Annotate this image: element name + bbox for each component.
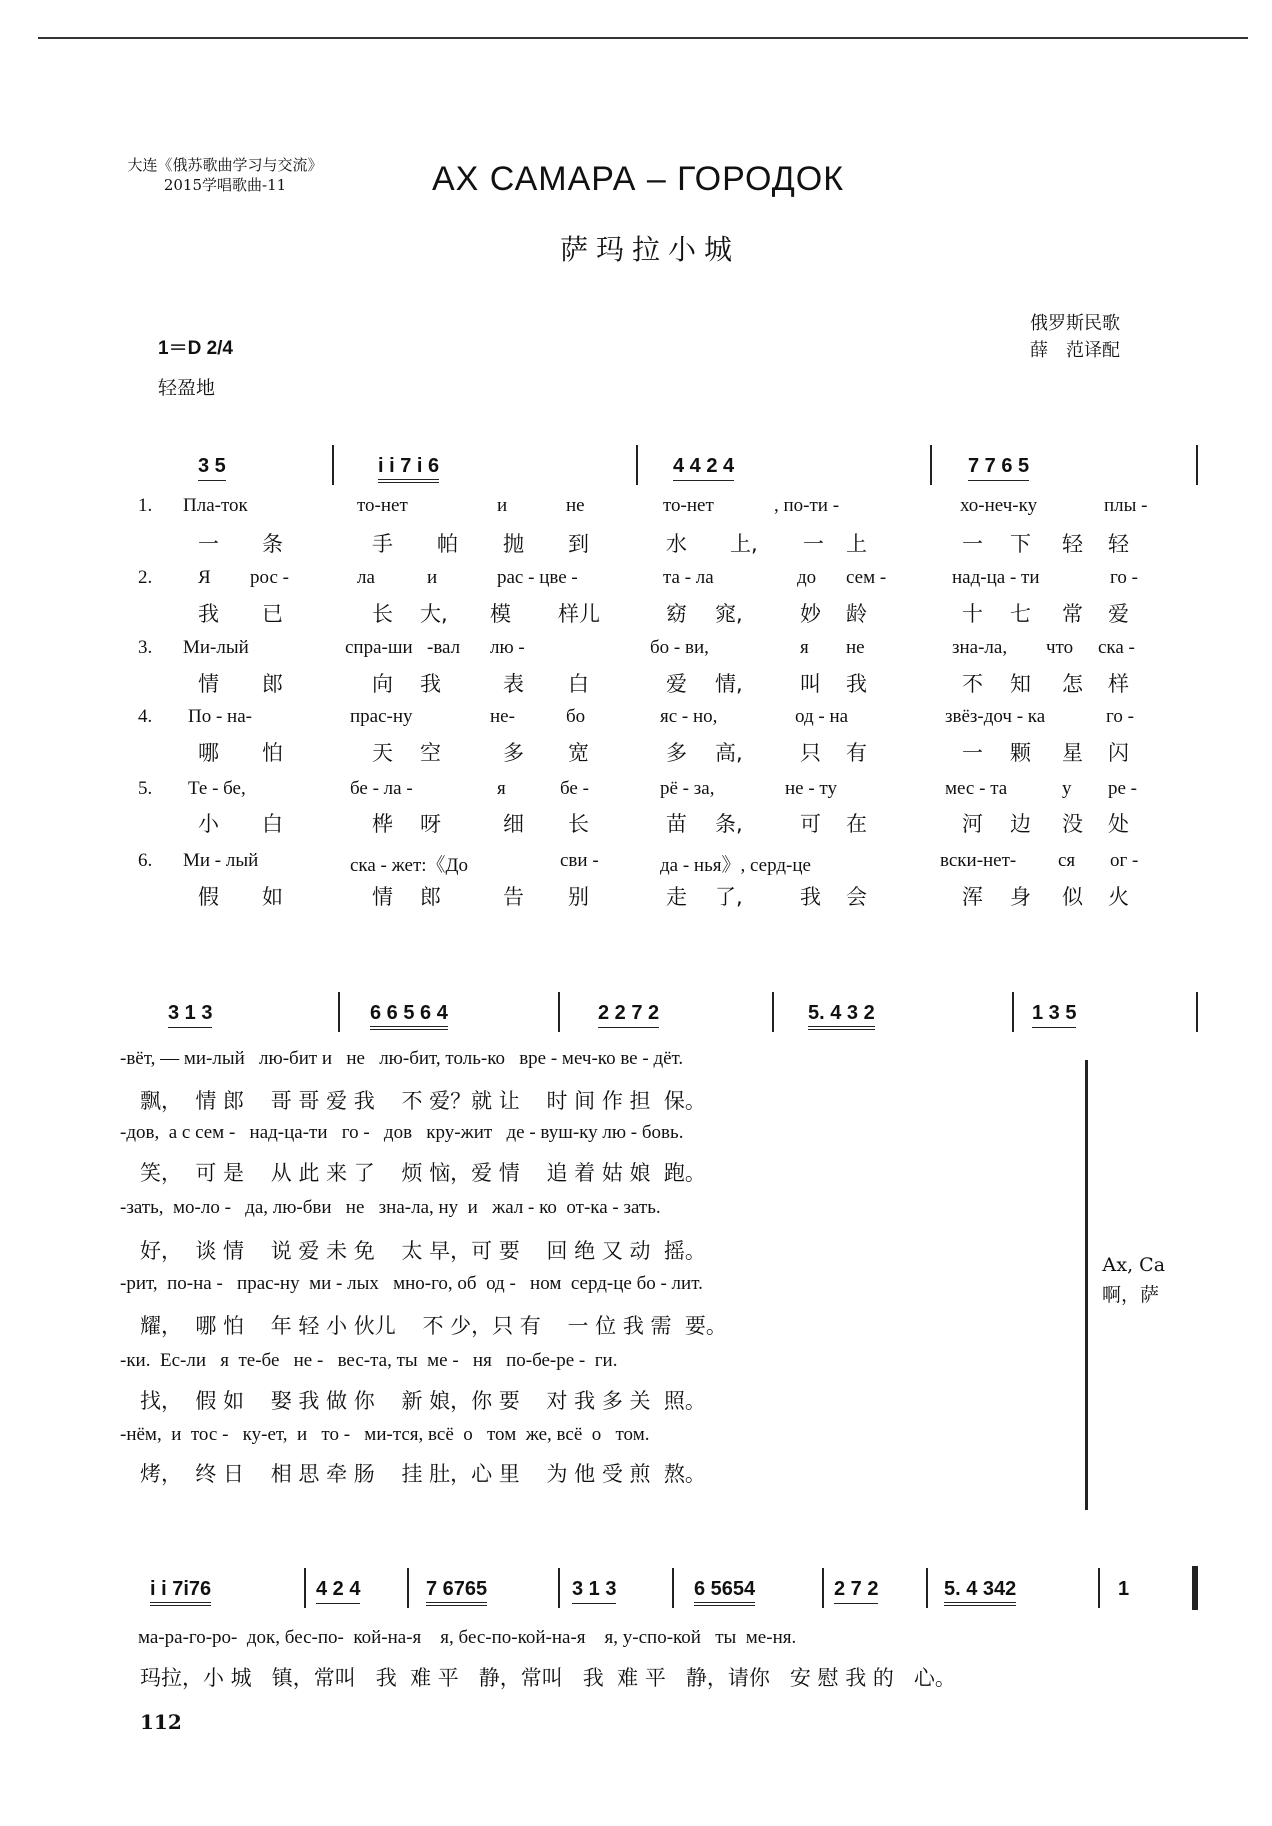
verse-3-zh: 情 郎 向 我 表 白 爱 情, 叫 我 不 知 怎 样 [198, 672, 1129, 696]
barline [558, 992, 560, 1032]
page-title-russian: АХ САМАРА – ГОРОДОК [432, 160, 845, 198]
barline [338, 992, 340, 1032]
page-number: 112 [140, 1710, 182, 1734]
measure: 1 [1118, 1578, 1130, 1600]
verse-4-continuation-zh: 耀， 哪 怕 年 轻 小 伙儿 不 少，只 有 一 位 我 需 要。 [140, 1314, 727, 1338]
barline [822, 1568, 824, 1608]
measure: 6 6 5 6 4 [370, 1002, 448, 1030]
measure: 7 7 6 5 [968, 455, 1029, 481]
verse-6-zh: 假 如 情 郎 告 别 走 了, 我 会 浑 身 似 火 [198, 885, 1129, 909]
measure: 3 5 [198, 455, 226, 481]
barline [672, 1568, 674, 1608]
barline [930, 445, 932, 485]
credits [1030, 310, 1120, 364]
verse-3-continuation-ru: -зать, мо-ло - да, лю-бви не зна-ла, ну и жал - ко от-ка - зать. [120, 1197, 661, 1218]
measure: i i 7i76 [150, 1578, 211, 1606]
refrain-pickup-ru: Ах, Са [1102, 1254, 1166, 1276]
top-rule [38, 37, 1248, 39]
notation-row-3 [0, 1578, 1272, 1614]
barline [1196, 992, 1198, 1032]
refrain-ru: ма-ра-го-ро- док, бес-по- кой-на-я я, бес-по-кой-на-я я, у-спо-кой ты ме-ня. [138, 1627, 797, 1648]
barline [1012, 992, 1014, 1032]
measure: 5. 4 3 2 [808, 1002, 875, 1030]
barline [1196, 445, 1198, 485]
barline [772, 992, 774, 1032]
verse-4-ru: 4. По - на- прас-ну не- бо яс - но, од - на звёз-доч - ка го - [138, 706, 1134, 727]
measure: 6 5654 [694, 1578, 755, 1606]
barline [1098, 1568, 1100, 1608]
measure: 7 6765 [426, 1578, 487, 1606]
page-title-chinese: 萨玛拉小城 [560, 233, 741, 266]
barline [636, 445, 638, 485]
verse-1-continuation-ru: -вёт, — ми-лый лю-бит и не лю-бит, толь-ко вре - меч-ко ве - дёт. [120, 1048, 684, 1069]
notation-row-1 [0, 455, 1272, 491]
verse-1-continuation-zh: 飘， 情 郎 哥 哥 爱 我 不 爱？就 让 时 间 作 担 保。 [140, 1089, 706, 1113]
source-line-1: 大连《俄苏歌曲学习与交流》 [127, 156, 323, 174]
verse-6-continuation-zh: 烤， 终 日 相 思 牵 肠 挂 肚，心 里 为 他 受 煎 熬。 [140, 1462, 706, 1486]
credit-origin: 俄罗斯民歌 [1030, 313, 1120, 334]
verse-3-ru: 3. Ми-лый спра-ши -вал лю - бо - ви, я не зна-ла, что ска - [138, 637, 1135, 658]
verse-1-zh: 一 条 手 帕 抛 到 水 上, 一 上 一 下 轻 轻 [198, 532, 1129, 556]
verse-5-zh: 小 白 桦 呀 细 长 苗 条, 可 在 河 边 没 处 [198, 812, 1129, 836]
verse-6-continuation-ru: -нём, и тос - ку-ет, и то - ми-тся, всё о том же, всё о том. [120, 1424, 650, 1445]
barline [304, 1568, 306, 1608]
measure: i i 7 i 6 [378, 455, 439, 483]
verse-5-continuation-ru: -ки. Ес-ли я те-бе не - вес-та, ты ме - ня по-бе-ре - ги. [120, 1350, 618, 1371]
verse-2-continuation-zh: 笑， 可 是 从 此 来 了 烦 恼，爱 情 追 着 姑 娘 跑。 [140, 1161, 706, 1185]
verse-6-ru: 6. Ми - лый ска - жет:《До сви - да - нья》, серд-це вски-нет- ся ог - [138, 850, 1139, 876]
source-note [120, 155, 330, 195]
barline [926, 1568, 928, 1608]
measure: 1 3 5 [1032, 1002, 1076, 1028]
refrain-zh: 玛拉，小 城 镇，常叫 我 难 平 静，常叫 我 难 平 静，请你 安 慰 我 的 心。 [140, 1666, 956, 1690]
verse-bracket [1085, 1060, 1088, 1510]
verse-5-continuation-zh: 找， 假 如 娶 我 做 你 新 娘，你 要 对 我 多 关 照。 [140, 1389, 706, 1413]
key-signature: 1＝D 2/4 [158, 338, 233, 359]
verse-2-continuation-ru: -дов, а с сем - над-ца-ти го - дов кру-жит де - вуш-ку лю - бовь. [120, 1122, 684, 1143]
measure: 2 2 7 2 [598, 1002, 659, 1028]
notation-row-2 [0, 1002, 1272, 1038]
source-line-2: 2015学唱歌曲-11 [163, 176, 287, 194]
barline [407, 1568, 409, 1608]
verse-3-continuation-zh: 好， 谈 情 说 爱 未 免 太 早，可 要 回 绝 又 动 摇。 [140, 1239, 706, 1263]
barline [558, 1568, 560, 1608]
verse-4-continuation-ru: -рит, по-на - прас-ну ми - лых мно-го, об од - ном серд-це бо - лит. [120, 1273, 703, 1294]
verse-4-zh: 哪 怕 天 空 多 宽 多 高, 只 有 一 颗 星 闪 [198, 741, 1129, 765]
refrain-pickup-zh: 啊，萨 [1102, 1284, 1160, 1306]
measure: 5. 4 342 [944, 1578, 1016, 1606]
verse-5-ru: 5. Те - бе, бе - ла - я бе - рё - за, не - ту мес - та у ре - [138, 778, 1138, 799]
tempo-marking: 轻盈地 [158, 377, 216, 399]
measure: 4 4 2 4 [673, 455, 734, 481]
measure: 4 2 4 [316, 1578, 360, 1604]
measure: 3 1 3 [168, 1002, 212, 1028]
verse-1-ru: 1. Пла-ток то-нет и не то-нет , по-ти - хо-неч-ку плы - [138, 495, 1148, 516]
credit-translator: 薛 范译配 [1030, 340, 1120, 361]
measure: 2 7 2 [834, 1578, 878, 1604]
verse-2-ru: 2. Я рос - ла и рас - цве - та - ла до сем - над-ца - ти го - [138, 567, 1138, 588]
barline [332, 445, 334, 485]
refrain-pickup [1102, 1250, 1165, 1310]
measure: 3 1 3 [572, 1578, 616, 1604]
final-barline [1192, 1566, 1198, 1610]
verse-2-zh: 我 已 长 大, 模 样儿 窈 窕, 妙 龄 十 七 常 爱 [198, 602, 1129, 626]
